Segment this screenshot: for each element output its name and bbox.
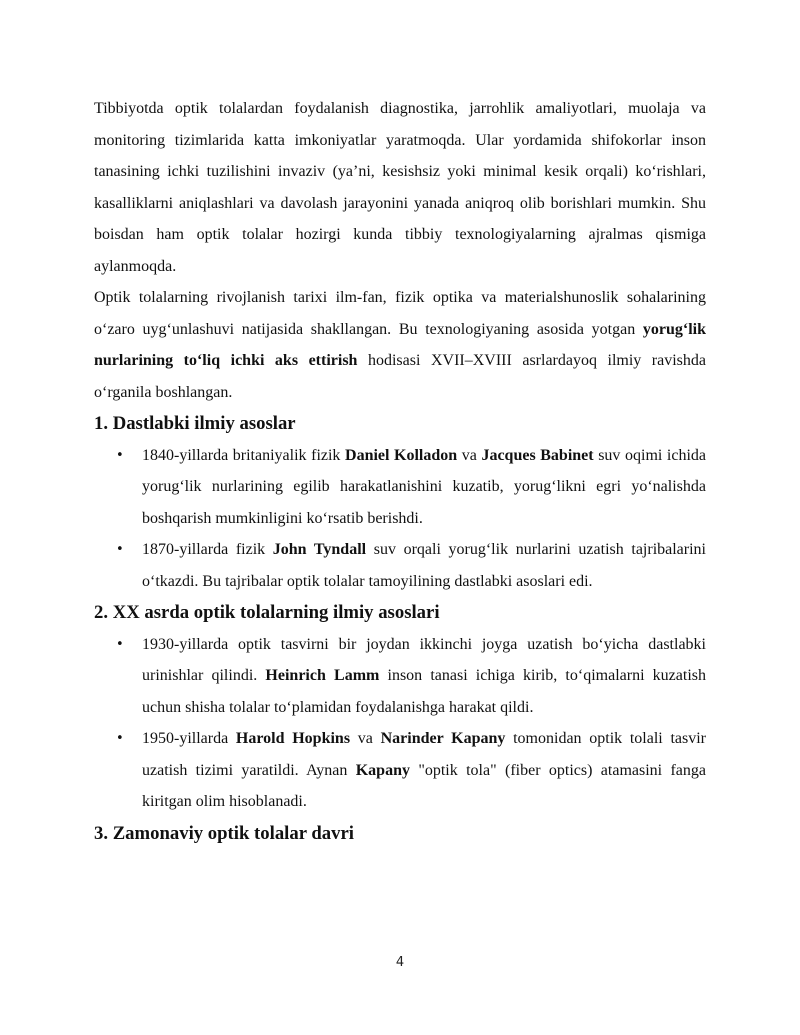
- list-item: [94, 629, 706, 724]
- text-run: va: [350, 730, 381, 747]
- text-run: Optik tolalarning rivojlanish tarixi ilm-fan, fizik optika va materialshunoslik sohalarining o‘zaro uyg‘unlashuvi natijasida shakllangan. Bu texnologiyaning asosida yotgan: [94, 289, 706, 338]
- bold-term: Jacques Babinet: [481, 446, 594, 464]
- text-run: 1840-yillarda britaniyalik fizik: [142, 446, 346, 464]
- text-run: va: [457, 446, 482, 464]
- bold-term: yorug‘lik nurlarining to‘liq ichki aks ettirish: [94, 320, 706, 369]
- text-run: "optik tola" (fiber optics) atamasini fanga kiritgan olim hisoblanadi.: [142, 761, 707, 810]
- document-page: [94, 93, 706, 849]
- bold-term: Narinder Kapany: [380, 730, 506, 747]
- bullet-list: [94, 629, 706, 818]
- text-run: 1930-yillarda optik tasvirni bir joydan ikkinchi joyga uzatish bo‘yicha dastlabki urinishlar qilindi.: [142, 635, 706, 684]
- text-run: tomonidan optik tolali tasvir uzatish tizimi yaratildi. Aynan: [142, 730, 707, 779]
- list-item: [94, 534, 706, 597]
- bullet-icon: •: [116, 542, 124, 557]
- text-run: suv orqali yorug‘lik nurlarini uzatish tajribalarini o‘tkazdi. Bu tajribalar optik tolalar tamoyilining dastlabki asoslari edi.: [142, 541, 707, 590]
- text-run: 1870-yillarda fizik: [142, 541, 273, 558]
- bold-term: Harold Hopkins: [235, 730, 351, 747]
- bullet-icon: •: [116, 731, 124, 746]
- section-heading: 2. XX asrda optik tolalarning ilmiy asoslari: [94, 602, 440, 623]
- list-item: [94, 440, 706, 535]
- bold-term: John Tyndall: [272, 541, 367, 558]
- text-run: hodisasi XVII–XVIII asrlardayoq ilmiy ravishda o‘rganila boshlangan.: [94, 352, 707, 401]
- bullet-icon: •: [116, 636, 124, 652]
- text-run: 1950-yillarda: [142, 730, 236, 747]
- bold-term: Kapany: [355, 761, 410, 779]
- bullet-icon: •: [116, 447, 124, 463]
- bullet-list: [94, 440, 706, 598]
- history-paragraph: [94, 282, 706, 408]
- section-heading: 1. Dastlabki ilmiy asoslar: [94, 413, 296, 434]
- text-run: inson tanasi ichiga kirib, to‘qimalarni kuzatish uchun shisha tolalar to‘plamidan foydalanishga harakat qildi.: [142, 667, 706, 716]
- page-number: 4: [395, 955, 405, 970]
- bold-term: Daniel Kolladon: [345, 446, 458, 464]
- intro-paragraph: [94, 93, 706, 282]
- text-run: Tibbiyotda optik tolalardan foydalanish diagnostika, jarrohlik amaliyotlari, muolaja va monitoring tizimlarida katta imkoniyatlar yaratmoqda. Ular yordamida shifokorlar inson tanasining ichki tuzilishini invaziv (ya’ni, kesishsiz yoki minimal kesik orqali) ko‘rishlari, kasalliklarni aniqlashlari va davolash jarayonini yanada aniqroq olib borishlari mumkin. Shu boisdan ham optik tolalar hozirgi kunda tibbiy texnologiyalarning ajralmas qismiga aylanmoqda.: [94, 100, 706, 275]
- section-heading: 3. Zamonaviy optik tolalar davri: [94, 822, 354, 844]
- list-item: [94, 723, 706, 818]
- bold-term: Heinrich Lamm: [265, 667, 380, 684]
- text-run: suv oqimi ichida yorug‘lik nurlarining egilib harakatlanishini kuzatib, yorug‘likni egri yo‘nalishda boshqarish mumkinligini ko‘rsatib berishdi.: [142, 446, 707, 527]
